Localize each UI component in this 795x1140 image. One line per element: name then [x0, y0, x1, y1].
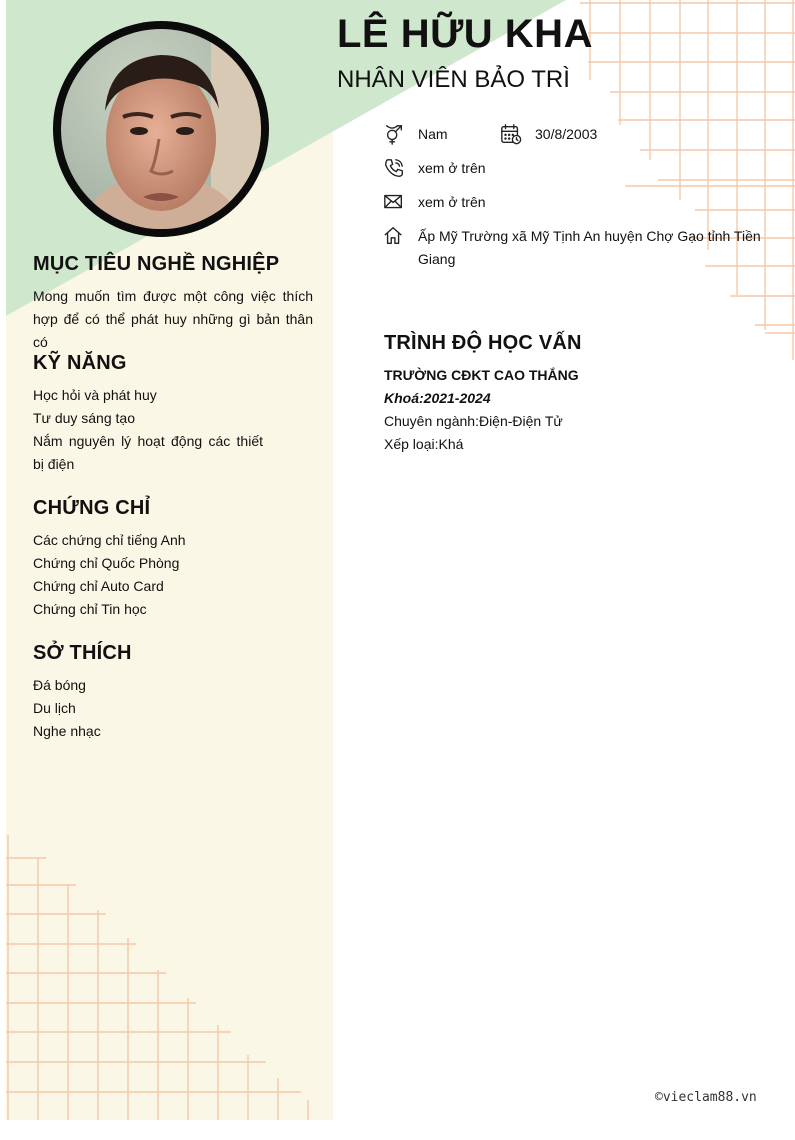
avatar	[61, 29, 261, 229]
mail-icon	[383, 191, 405, 213]
certificate-item: Chứng chỉ Tin học	[33, 601, 147, 617]
objective-heading: MỤC TIÊU NGHỀ NGHIỆP	[33, 253, 280, 275]
certificate-item: Chứng chỉ Auto Card	[33, 578, 164, 594]
gender-value: Nam	[418, 126, 448, 142]
email-value: xem ở trên	[418, 194, 486, 210]
skill-item: Tư duy sáng tạo	[33, 410, 135, 426]
contact-gender	[383, 123, 448, 146]
calendar-icon	[500, 123, 522, 145]
phone-icon	[383, 157, 405, 179]
home-icon	[383, 225, 405, 247]
contact-birthdate	[500, 123, 597, 146]
contact-address	[383, 225, 763, 271]
certificate-item: Các chứng chỉ tiếng Anh	[33, 532, 186, 548]
hobby-item: Du lịch	[33, 700, 76, 716]
contact-phone	[383, 157, 486, 180]
education-rank: Xếp loại:Khá	[384, 436, 464, 452]
certificates-heading: CHỨNG CHỈ	[33, 497, 151, 519]
phone-value: xem ở trên	[418, 160, 486, 176]
certificate-item: Chứng chỉ Quốc Phòng	[33, 555, 180, 571]
hobby-item: Nghe nhạc	[33, 723, 101, 739]
contact-email	[383, 191, 486, 214]
education-heading: TRÌNH ĐỘ HỌC VẤN	[384, 332, 582, 354]
education-major: Chuyên ngành:Điện-Điện Tử	[384, 413, 563, 429]
skill-item: Học hỏi và phát huy	[33, 387, 157, 403]
site-watermark: ©vieclam88.vn	[655, 1090, 757, 1105]
gender-icon	[383, 123, 405, 145]
hobbies-heading: SỞ THÍCH	[33, 642, 132, 664]
objective-text: Mong muốn tìm được một công việc thích hợp để có thể phát huy những gì bản thân có	[33, 288, 313, 350]
skill-item: Nắm nguyên lý hoạt động các thiết bị điện	[33, 433, 263, 472]
portrait-photo	[61, 29, 261, 229]
education-period: Khoá:2021-2024	[384, 390, 491, 406]
job-title: NHÂN VIÊN BẢO TRÌ	[337, 66, 570, 93]
avatar-photo-frame	[53, 21, 269, 237]
education-school: TRƯỜNG CĐKT CAO THẮNG	[384, 367, 579, 383]
bottom-left-grid-decoration	[6, 830, 336, 1120]
skills-heading: KỸ NĂNG	[33, 352, 127, 374]
candidate-name: LÊ HỮU KHA	[337, 12, 593, 56]
address-value: Ấp Mỹ Trường xã Mỹ Tịnh An huyện Chợ Gạo tỉnh Tiền Giang	[418, 228, 761, 267]
hobby-item: Đá bóng	[33, 677, 86, 693]
birthdate-value: 30/8/2003	[535, 126, 598, 142]
